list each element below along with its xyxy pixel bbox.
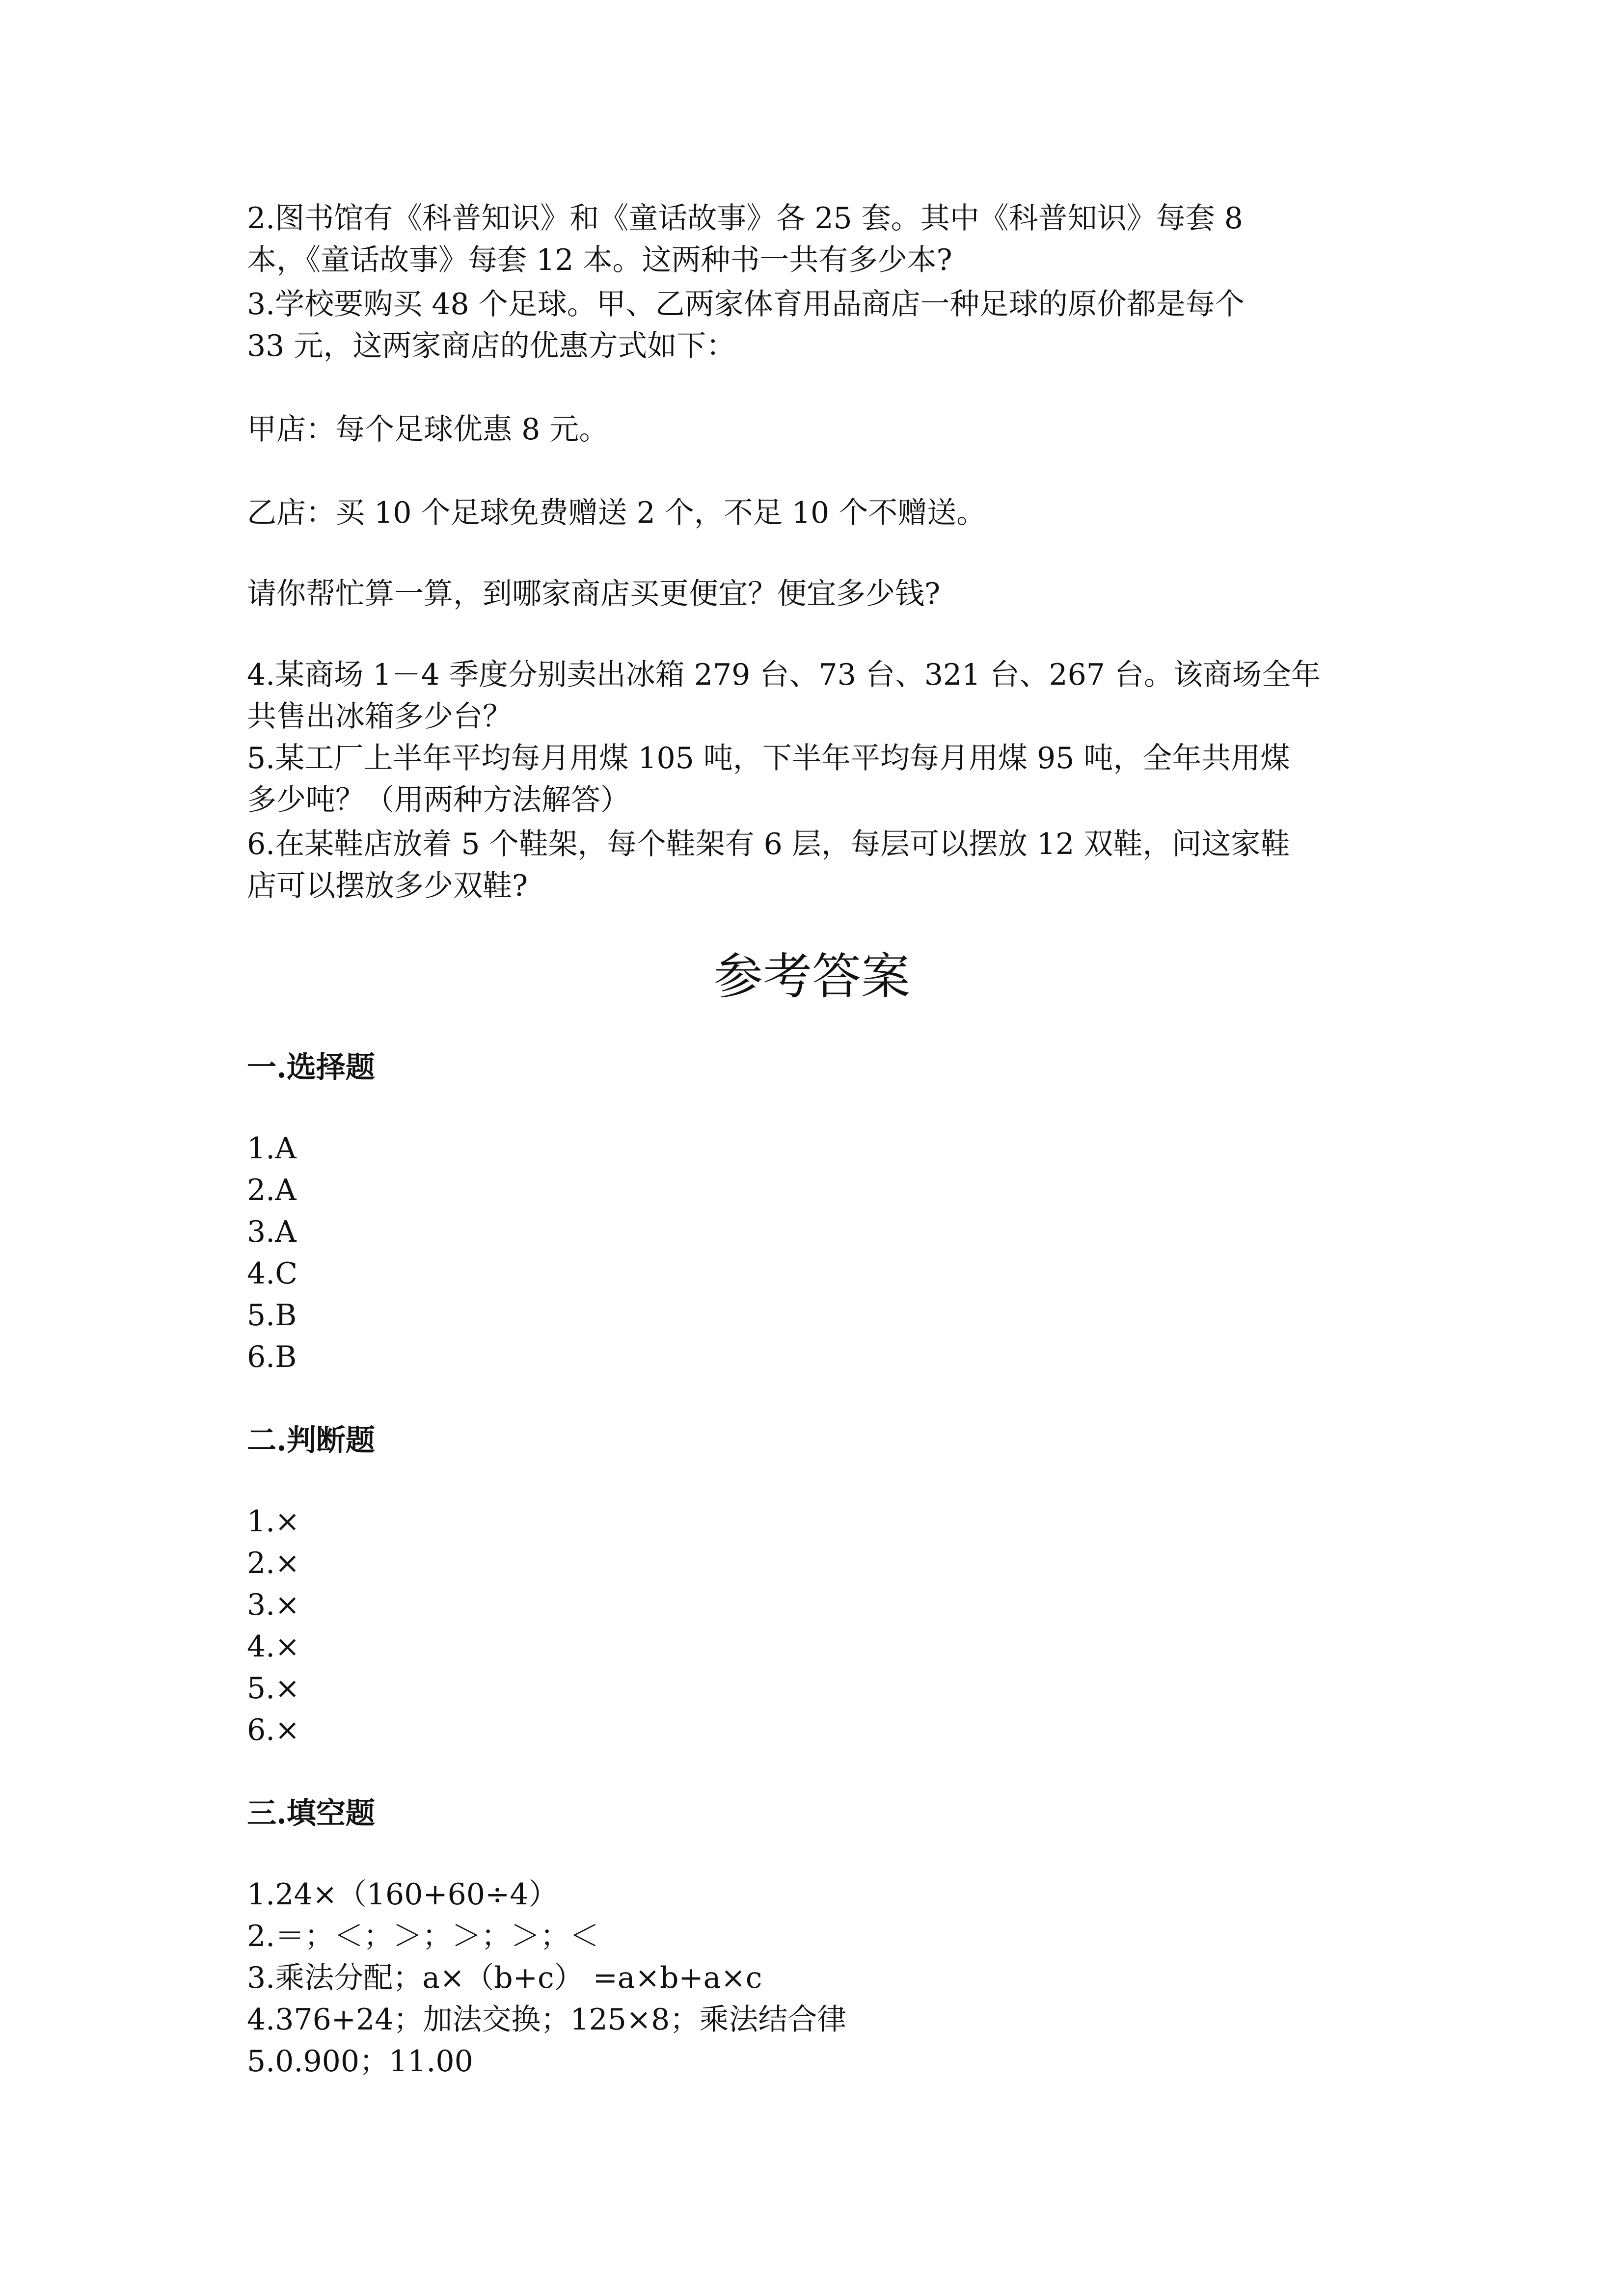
section-2-answer-1: 1.×: [247, 1504, 300, 1539]
section-3-answer-1: 1.24×（160+60÷4）: [247, 1877, 558, 1912]
section-2-answer-3: 3.×: [247, 1588, 300, 1622]
question-5-line-1: 5.某工厂上半年平均每月用煤 105 吨，下半年平均每月用煤 95 吨，全年共用煤: [247, 741, 1290, 775]
section-3-answer-4: 4.376+24；加法交换；125×8；乘法结合律: [247, 2002, 847, 2037]
section-1-answer-1: 1.A: [247, 1131, 297, 1166]
question-6-line-2: 店可以摆放多少双鞋?: [247, 869, 528, 903]
question-2-line-2: 本，《童话故事》每套 12 本。这两种书一共有多少本?: [247, 243, 952, 277]
question-5-line-2: 多少吨？（用两种方法解答）: [247, 783, 630, 817]
question-2-line-1: 2.图书馆有《科普知识》和《童话故事》各 25 套。其中《科普知识》每套 8: [247, 201, 1243, 236]
section-2-heading: 二.判断题: [247, 1423, 375, 1458]
question-3-shop-a: 甲店：每个足球优惠 8 元。: [247, 412, 609, 447]
section-1-answer-3: 3.A: [247, 1215, 297, 1249]
question-3-ask: 请你帮忙算一算，到哪家商店买更便宜？便宜多少钱?: [247, 577, 941, 611]
answers-title: 参考答案: [714, 948, 910, 1005]
question-4-line-2: 共售出冰箱多少台？: [247, 699, 512, 734]
question-3-line-2: 33 元，这两家商店的优惠方式如下：: [247, 329, 736, 363]
section-2-answer-5: 5.×: [247, 1671, 300, 1706]
section-2-answer-6: 6.×: [247, 1713, 300, 1747]
section-3-answer-5: 5.0.900；11.00: [247, 2044, 473, 2079]
question-3-line-1: 3.学校要购买 48 个足球。甲、乙两家体育用品商店一种足球的原价都是每个: [247, 287, 1245, 321]
section-3-heading: 三.填空题: [247, 1796, 375, 1831]
section-1-heading: 一.选择题: [247, 1050, 375, 1085]
question-3-shop-b: 乙店：买 10 个足球免费赠送 2 个，不足 10 个不赠送。: [247, 496, 986, 530]
section-1-answer-6: 6.B: [247, 1340, 297, 1374]
section-1-answer-4: 4.C: [247, 1256, 298, 1291]
section-3-answer-2: 2.＝；＜；＞；＞；＞；＜: [247, 1919, 599, 1953]
section-2-answer-4: 4.×: [247, 1629, 300, 1664]
section-2-answer-2: 2.×: [247, 1546, 300, 1580]
question-6-line-1: 6.在某鞋店放着 5 个鞋架，每个鞋架有 6 层，每层可以摆放 12 双鞋，问这家鞋: [247, 827, 1290, 861]
section-1-answer-2: 2.A: [247, 1173, 297, 1207]
question-4-line-1: 4.某商场 1－4 季度分别卖出冰箱 279 台、73 台、321 台、267 台。该商场全年: [247, 658, 1321, 692]
section-3-answer-3: 3.乘法分配；a×（b+c） =a×b+a×c: [247, 1961, 762, 1995]
section-1-answer-5: 5.B: [247, 1298, 297, 1333]
